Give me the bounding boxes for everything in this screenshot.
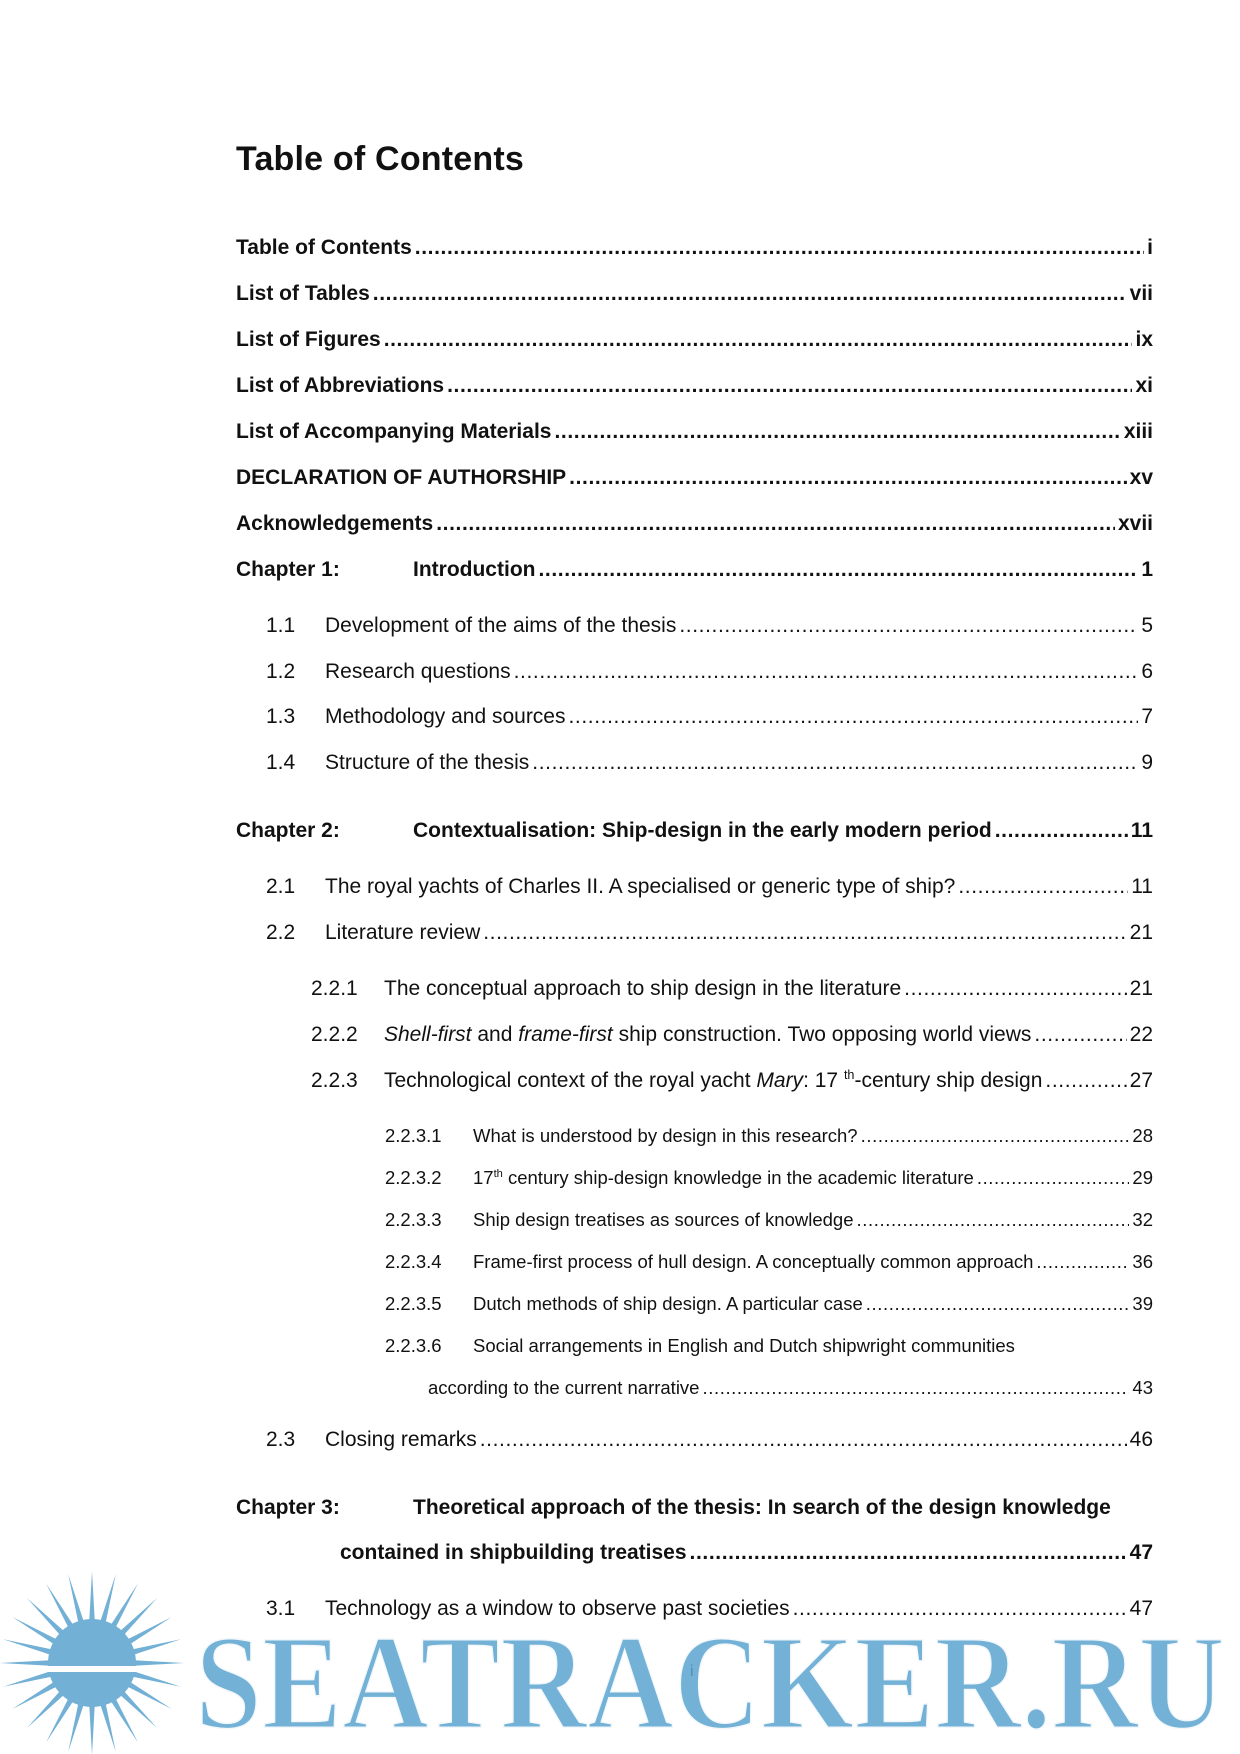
toc-entry-page: xi [1135, 374, 1153, 397]
toc-entry-label: List of Tables [236, 282, 370, 305]
toc-entry-page: 22 [1129, 1023, 1153, 1046]
toc-chapter-1[interactable] [236, 556, 1153, 584]
toc-entry-label: DECLARATION OF AUTHORSHIP [236, 466, 567, 489]
section-title: Technology as a window to observe past societies [325, 1597, 790, 1620]
title-text: century ship-design knowledge in the academic literature [502, 1167, 974, 1188]
dot-leader [1045, 1067, 1126, 1095]
toc-entry-page: 27 [1129, 1069, 1153, 1092]
toc-entry-page: 39 [1132, 1293, 1153, 1314]
toc-entry-table-of-contents[interactable] [236, 234, 1153, 262]
dot-leader [373, 280, 1127, 308]
section-title: Research questions [325, 660, 511, 683]
sun-ray [27, 1598, 66, 1637]
toc-section-2-2-3-4[interactable] [385, 1248, 1153, 1276]
dot-leader [554, 418, 1120, 446]
chapter-number: Chapter 2: [236, 819, 340, 842]
toc-entry-page: 47 [1129, 1597, 1153, 1620]
superscript: th [843, 1068, 855, 1082]
section-title: What is understood by design in this research? [473, 1125, 858, 1146]
title-text: : 17 [803, 1069, 844, 1092]
toc-entry-list-of-figures[interactable] [236, 326, 1153, 354]
sun-horizon [20, 1666, 170, 1672]
toc-chapter-3[interactable] [236, 1494, 1153, 1522]
section-title: Structure of the thesis [325, 751, 530, 774]
sun-ray [27, 1689, 66, 1728]
section-title: Dutch methods of ship design. A particular case [473, 1293, 863, 1314]
toc-entry-acknowledgements[interactable] [236, 510, 1153, 538]
dot-leader [532, 749, 1138, 777]
title-text: Technological context of the royal yacht [384, 1069, 757, 1092]
toc-entry-page: 36 [1132, 1251, 1153, 1272]
sun-ray [3, 1639, 54, 1655]
toc-section-2-2-3-3[interactable] [385, 1206, 1153, 1234]
section-number: 2.2.3.3 [385, 1209, 442, 1230]
section-number: 1.1 [266, 614, 296, 637]
chapter-title: Introduction [413, 558, 536, 581]
toc-section-1-4[interactable] [266, 749, 1153, 777]
toc-entry-page: 7 [1141, 705, 1153, 728]
sun-ray [118, 1689, 157, 1728]
sun-ray [68, 1574, 84, 1625]
toc-section-2-1[interactable] [266, 873, 1153, 901]
chapter-number: Chapter 1: [236, 558, 340, 581]
section-number: 2.2.3.1 [385, 1125, 442, 1146]
section-title [384, 1067, 1042, 1095]
section-title [384, 1021, 1031, 1049]
toc-section-1-2[interactable] [266, 658, 1153, 686]
section-title: The conceptual approach to ship design in the literature [384, 977, 902, 1000]
toc-entry-page: 28 [1132, 1125, 1153, 1146]
sun-disc [48, 1619, 136, 1707]
toc-entry-page: 5 [1141, 614, 1153, 637]
toc-section-2-2-3-2[interactable] [385, 1164, 1153, 1192]
toc-section-2-2-1[interactable] [311, 975, 1153, 1003]
chapter-title: Theoretical approach of the thesis: In search of the design knowledge [413, 1496, 1111, 1519]
sun-logo-icon [0, 1571, 184, 1754]
dot-leader [793, 1595, 1127, 1623]
toc-chapter-3-continued[interactable] [340, 1539, 1153, 1567]
toc-section-2-2-3[interactable] [311, 1067, 1153, 1095]
section-number: 2.2.3.4 [385, 1251, 442, 1272]
toc-section-2-2-3-1[interactable] [385, 1122, 1153, 1150]
sun-ray [12, 1680, 59, 1709]
section-title: Ship design treatises as sources of knowledge [473, 1209, 854, 1230]
title-text: -century ship design [854, 1069, 1043, 1092]
section-title: Development of the aims of the thesis [325, 614, 677, 637]
sun-ray [89, 1703, 95, 1754]
dot-leader [679, 612, 1138, 640]
dot-leader [415, 234, 1144, 262]
section-number: 2.2.3.2 [385, 1167, 442, 1188]
title-text: and [471, 1023, 519, 1046]
dot-leader [384, 326, 1133, 354]
dot-leader [702, 1374, 1129, 1402]
page-number: i [690, 1663, 694, 1680]
section-title: Frame-first process of hull design. A conceptually common approach [473, 1251, 1034, 1272]
sun-ray [100, 1701, 116, 1752]
sun-ray [100, 1574, 116, 1625]
toc-entry-label: List of Accompanying Materials [236, 420, 552, 443]
section-number: 2.2 [266, 921, 296, 944]
section-title: Social arrangements in English and Dutch shipwright communities [473, 1335, 1015, 1356]
toc-chapter-2[interactable] [236, 817, 1153, 845]
dot-leader [447, 372, 1132, 400]
dot-leader [483, 919, 1126, 947]
sun-ray [3, 1671, 54, 1687]
toc-section-3-1[interactable] [266, 1595, 1153, 1623]
sun-ray [89, 1571, 95, 1623]
italic-term: Shell-first [384, 1023, 472, 1046]
sun-ray [125, 1617, 172, 1646]
section-number: 2.2.1 [311, 977, 358, 1000]
dot-leader [977, 1164, 1130, 1192]
dot-leader [866, 1290, 1130, 1318]
toc-entry-page: 43 [1132, 1377, 1153, 1398]
sun-rays [0, 1571, 184, 1754]
sun-ray [12, 1617, 59, 1646]
section-number: 3.1 [266, 1597, 296, 1620]
watermark-text: SEATRACKER.RU [195, 1608, 1225, 1754]
toc-section-2-3[interactable] [266, 1426, 1153, 1454]
toc-entry-page: xvii [1117, 512, 1153, 535]
section-number: 2.3 [266, 1428, 296, 1451]
section-title: Methodology and sources [325, 705, 566, 728]
dot-leader [1036, 1248, 1129, 1276]
dot-leader [995, 817, 1128, 845]
toc-entry-page: 46 [1129, 1428, 1153, 1451]
section-title: Closing remarks [325, 1428, 477, 1451]
toc-entry-page: 9 [1141, 751, 1153, 774]
toc-entry-page: xiii [1123, 420, 1153, 443]
toc-entry-label: Acknowledgements [236, 512, 434, 535]
toc-entry-label: Table of Contents [236, 236, 412, 259]
dot-leader [569, 464, 1126, 492]
sun-ray [109, 1696, 138, 1743]
toc-entry-page: 11 [1131, 875, 1153, 898]
toc-entry-page: vii [1129, 282, 1153, 305]
dot-leader [514, 658, 1139, 686]
toc-entry-page: 1 [1141, 558, 1153, 581]
sun-ray [130, 1639, 181, 1655]
toc-entry-page: 21 [1129, 977, 1153, 1000]
toc-section-2-2-3-6-continued[interactable] [428, 1374, 1153, 1402]
toc-section-2-2-3-5[interactable] [385, 1290, 1153, 1318]
sun-ray [68, 1701, 84, 1752]
toc-entry-list-of-abbreviations[interactable] [236, 372, 1153, 400]
dot-leader [857, 1206, 1130, 1234]
section-number: 2.2.3 [311, 1069, 358, 1092]
title-text: 17 [473, 1167, 494, 1188]
sun-ray [46, 1583, 75, 1630]
toc-entry-page: 21 [1129, 921, 1153, 944]
dot-leader [958, 873, 1128, 901]
section-title: according to the current narrative [428, 1377, 700, 1398]
toc-entry-list-of-tables[interactable] [236, 280, 1153, 308]
toc-section-2-2-3-6[interactable] [385, 1332, 1153, 1360]
toc-section-2-2-2[interactable] [311, 1021, 1153, 1049]
toc-entry-page: 6 [1141, 660, 1153, 683]
toc-section-2-2[interactable] [266, 919, 1153, 947]
sun-ray [118, 1598, 157, 1637]
title-text: ship construction. Two opposing world views [612, 1023, 1032, 1046]
dot-leader [538, 556, 1138, 584]
dot-leader [1034, 1021, 1126, 1049]
toc-entry-page: xv [1129, 466, 1153, 489]
italic-term: frame-first [518, 1023, 613, 1046]
page-title: Table of Contents [236, 140, 524, 178]
sun-ray [132, 1660, 184, 1666]
sun-ray [130, 1671, 181, 1687]
dot-leader [569, 703, 1139, 731]
chapter-title: contained in shipbuilding treatises [340, 1541, 687, 1564]
section-number: 2.2.3.6 [385, 1335, 442, 1356]
toc-entry-declaration[interactable] [236, 464, 1153, 492]
dot-leader [480, 1426, 1127, 1454]
sun-ray [0, 1660, 52, 1666]
toc-entry-page: 29 [1132, 1167, 1153, 1188]
toc-entry-label: List of Abbreviations [236, 374, 445, 397]
sun-ray [46, 1696, 75, 1743]
section-title [473, 1164, 974, 1192]
toc-entry-page: ix [1135, 328, 1153, 351]
section-number: 2.2.3.5 [385, 1293, 442, 1314]
toc-entry-page: 32 [1132, 1209, 1153, 1230]
toc-entry-page: i [1147, 236, 1153, 259]
toc-section-1-1[interactable] [266, 612, 1153, 640]
watermark [0, 1560, 1240, 1754]
chapter-title: Contextualisation: Ship-design in the early modern period [413, 819, 992, 842]
superscript: th [493, 1167, 503, 1180]
section-title: Literature review [325, 921, 481, 944]
dot-leader [861, 1122, 1130, 1150]
section-number: 1.3 [266, 705, 296, 728]
section-number: 2.2.2 [311, 1023, 358, 1046]
sun-ray [125, 1680, 172, 1709]
sun-ray [109, 1583, 138, 1630]
toc-entry-list-of-accompanying-materials[interactable] [236, 418, 1153, 446]
section-number: 1.2 [266, 660, 296, 683]
dot-leader [436, 510, 1115, 538]
section-title: The royal yachts of Charles II. A specialised or generic type of ship? [325, 875, 956, 898]
italic-term: Mary [756, 1069, 804, 1092]
toc-section-1-3[interactable] [266, 703, 1153, 731]
section-number: 1.4 [266, 751, 296, 774]
section-number: 2.1 [266, 875, 296, 898]
toc-entry-page: 47 [1129, 1541, 1153, 1564]
dot-leader [904, 975, 1126, 1003]
dot-leader [690, 1539, 1127, 1567]
toc-entry-label: List of Figures [236, 328, 381, 351]
toc-entry-page: 11 [1130, 819, 1153, 842]
chapter-number: Chapter 3: [236, 1496, 340, 1519]
